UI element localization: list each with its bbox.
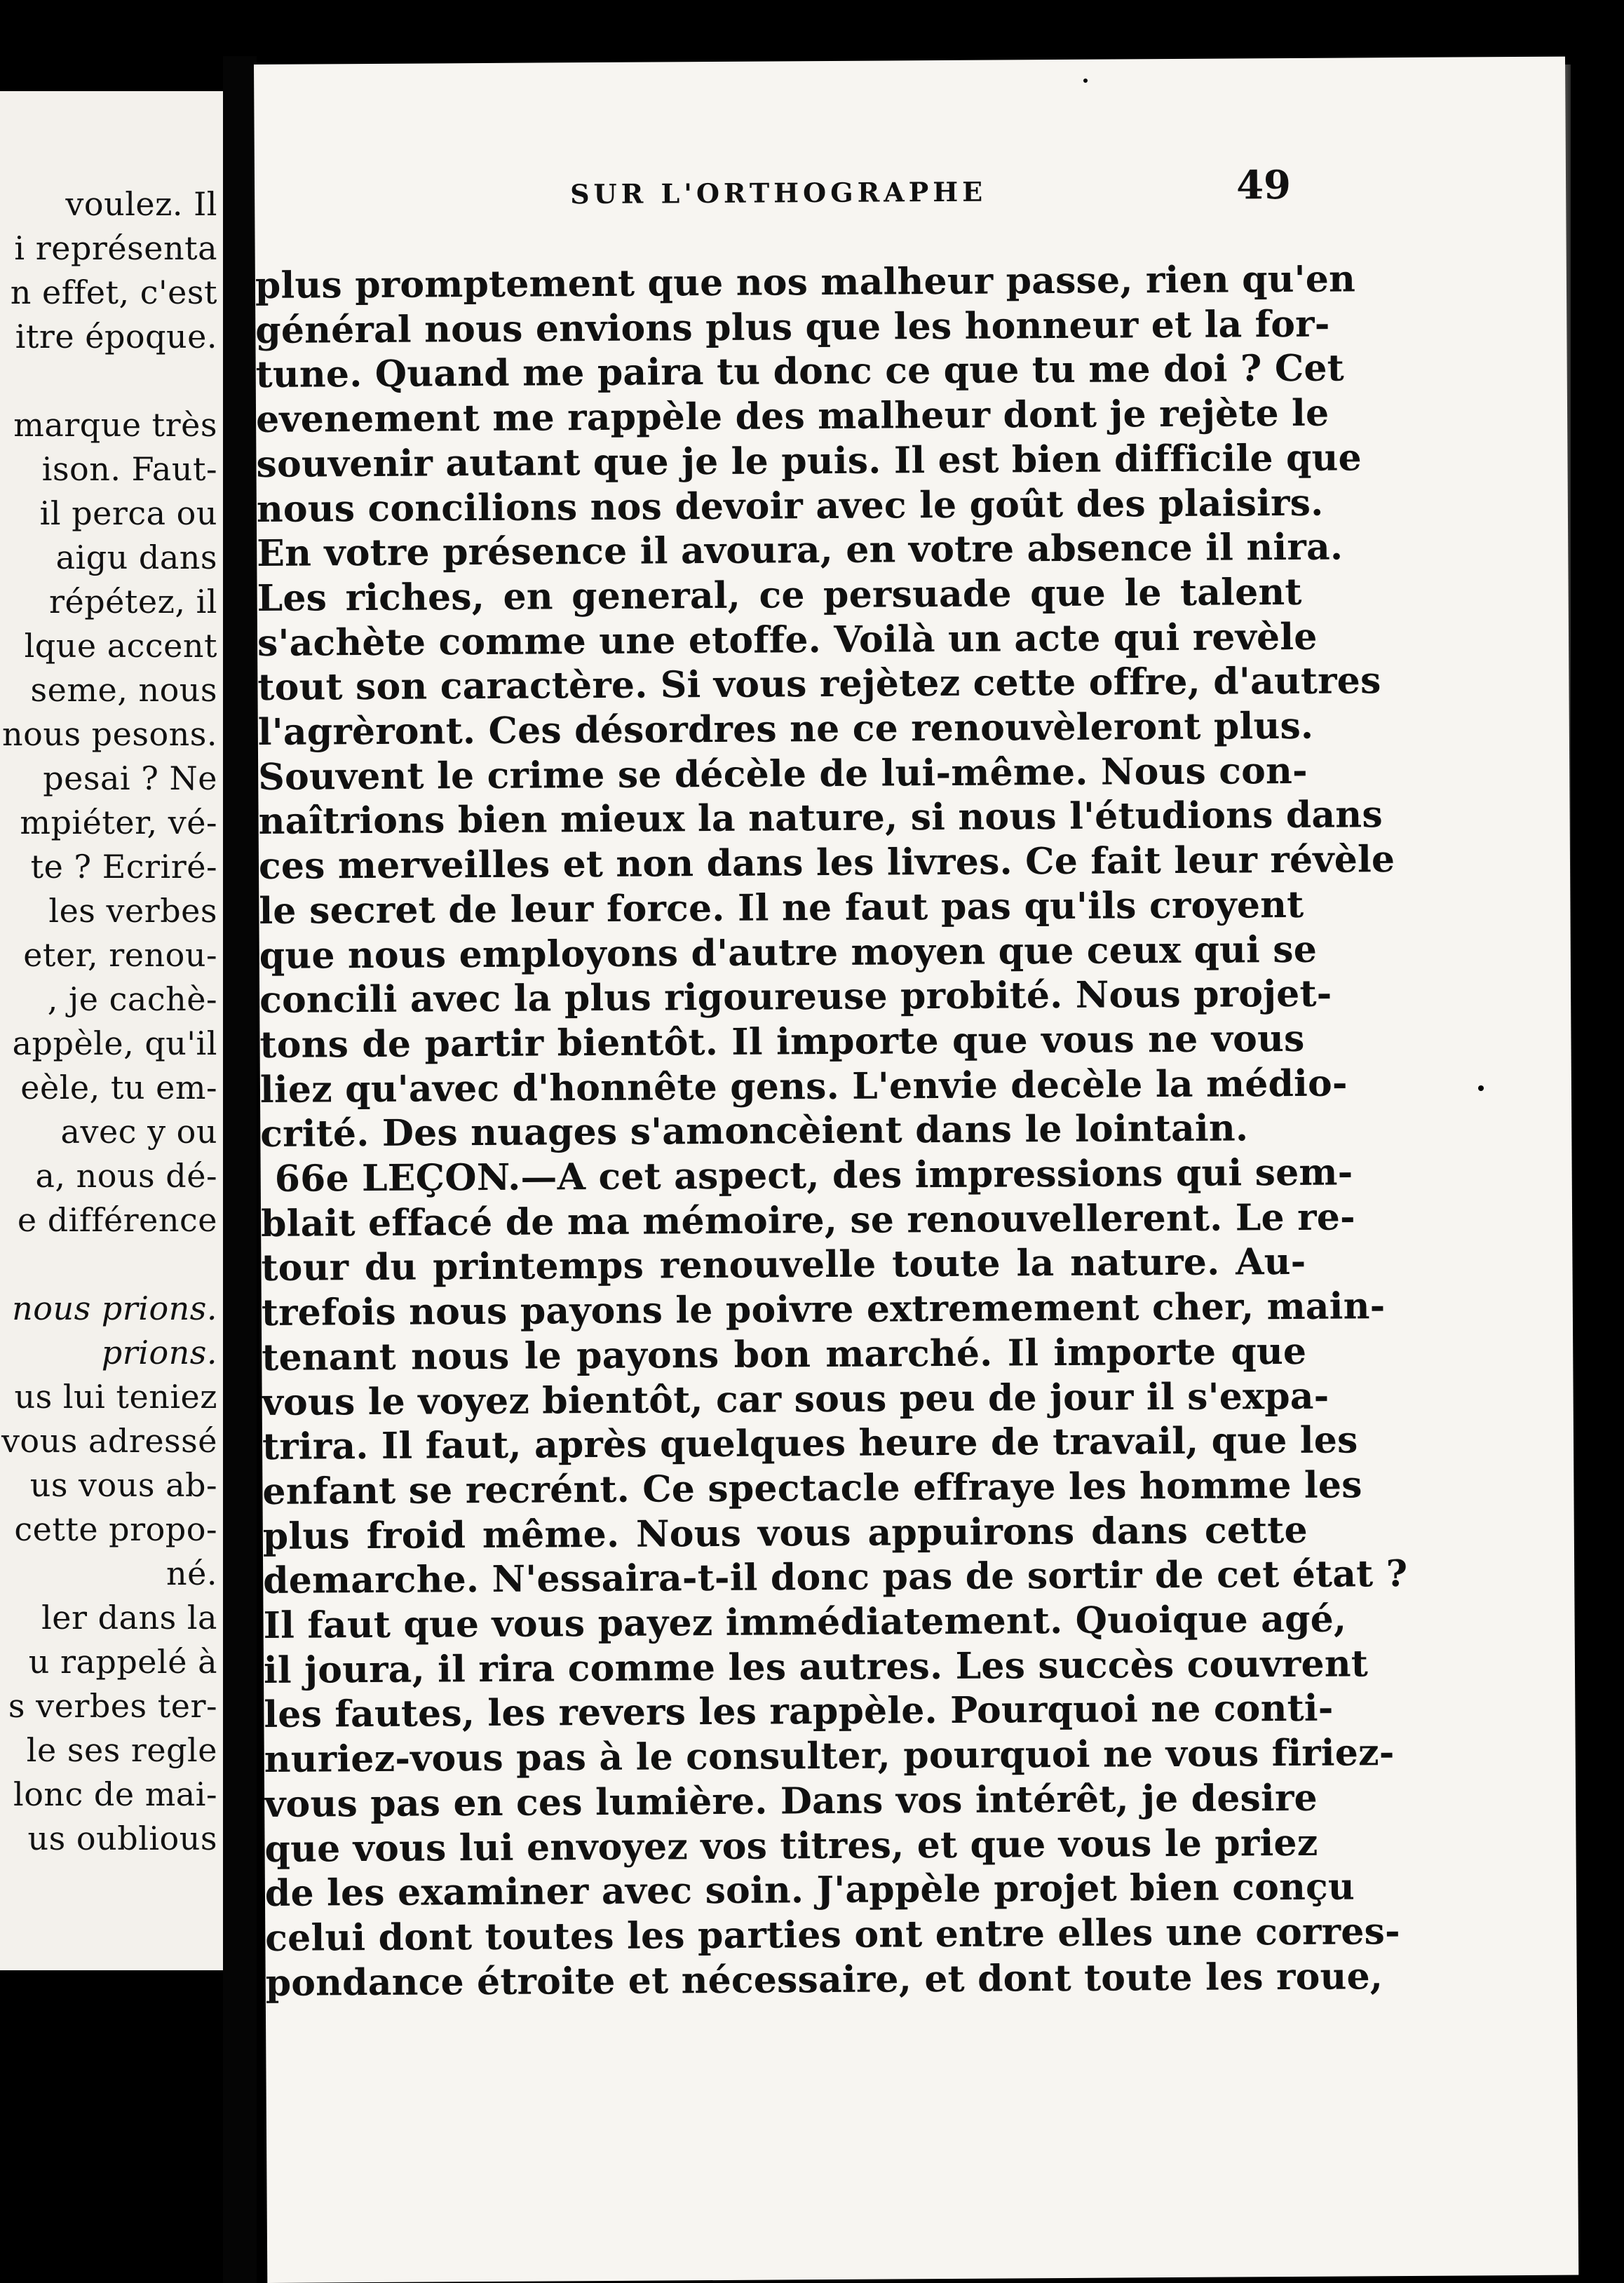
- left-page-line: i représenta: [14, 229, 217, 267]
- left-page-line: eter, renou-: [23, 936, 217, 974]
- body-line: les fautes, les revers les rappèle. Pourquoi ne conti-: [264, 1686, 1334, 1736]
- left-page-line: lque accent: [24, 627, 217, 665]
- body-line: Il faut que vous payez immédiatement. Quoique agé,: [263, 1597, 1347, 1647]
- body-line: général nous envions plus que les honneur et la for-: [255, 302, 1330, 352]
- body-line: souvenir autant que je le puis. Il est bien difficile que: [256, 436, 1362, 486]
- body-line: demarche. N'essaira-t-il donc pas de sortir de cet état ?: [263, 1552, 1408, 1602]
- body-line: naîtrions bien mieux la nature, si nous l'étudions dans: [258, 793, 1383, 843]
- page-number: 49: [1236, 161, 1292, 209]
- body-line: Les riches, en general, ce persuade que le talent: [257, 570, 1302, 620]
- body-line: ces merveilles et non dans les livres. Ce fait leur révèle: [258, 838, 1395, 888]
- left-page-line: nous prions.: [12, 1289, 217, 1327]
- body-text: [255, 257, 1408, 2005]
- left-page-line: aigu dans: [55, 538, 217, 576]
- left-page-line: pesai ? Ne: [43, 759, 217, 797]
- left-page-line: lonc de mai-: [13, 1775, 217, 1813]
- left-page-line: us vous ab-: [29, 1466, 217, 1504]
- right-page: [254, 57, 1578, 2283]
- left-page-line: us lui teniez: [14, 1378, 217, 1416]
- body-line: En votre présence il avoura, en votre absence il nira.: [257, 525, 1344, 575]
- body-line: crité. Des nuages s'amoncèient dans le lointain.: [260, 1106, 1249, 1156]
- body-line: nous concilions nos devoir avec le goût des plaisirs.: [256, 481, 1324, 531]
- body-line: l'agrèront. Ces désordres ne ce renouvèleront plus.: [257, 704, 1314, 754]
- left-page-line: cette propo-: [14, 1510, 217, 1548]
- left-page-line: né.: [166, 1554, 217, 1592]
- body-line: evenement me rappèle des malheur dont je rejète le: [255, 391, 1329, 441]
- body-line: tons de partir bientôt. Il importe que vous ne vous: [259, 1017, 1305, 1066]
- left-page-line: ler dans la: [41, 1599, 217, 1637]
- body-line: le secret de leur force. Il ne faut pas qu'ils croyent: [259, 883, 1304, 933]
- book-gutter: [223, 56, 257, 2283]
- lesson-heading-line: 66e LEÇON.—A cet aspect, des impressions qui sem-: [274, 1151, 1353, 1200]
- left-page-line: répétez, il: [49, 583, 217, 621]
- left-page-line: ison. Faut-: [41, 450, 217, 488]
- body-line: trira. Il faut, après quelques heure de travail, que les: [262, 1418, 1358, 1468]
- body-line: que vous lui envoyez vos titres, et que vous le priez: [264, 1821, 1318, 1871]
- left-page-line: us oublious: [27, 1820, 217, 1857]
- body-line: que nous employons d'autre moyen que ceux qui se: [259, 928, 1318, 977]
- body-line: liez qu'avec d'honnête gens. L'envie decèle la médio-: [259, 1062, 1348, 1111]
- left-page-line: avec y ou: [60, 1113, 217, 1151]
- left-page-line: eèle, tu em-: [20, 1069, 217, 1106]
- body-line: tout son caractère. Si vous rejètez cette offre, d'autres: [257, 659, 1381, 709]
- left-page-line: , je cachè-: [47, 980, 217, 1018]
- body-line: de les examiner avec soin. J'appèle projet bien conçu: [264, 1865, 1355, 1915]
- left-page-line: seme, nous: [30, 671, 217, 709]
- left-page-line: nous pesons.: [2, 715, 217, 753]
- body-line: vous le voyez bientôt, car sous peu de jour il s'expa-: [262, 1374, 1329, 1424]
- left-facing-page: [0, 91, 223, 1970]
- left-page-line: e différence: [17, 1201, 217, 1239]
- left-page-line: u rappelé à: [28, 1643, 217, 1681]
- body-line: tour du printemps renouvelle toute la nature. Au-: [261, 1240, 1306, 1289]
- left-page-line: mpiéter, vé-: [20, 804, 217, 841]
- body-line: enfant se recrént. Ce spectacle effraye les homme les: [262, 1463, 1362, 1513]
- body-line: blait effacé de ma mémoire, se renouvellerent. Le re-: [260, 1195, 1355, 1245]
- body-line: vous pas en ces lumière. Dans vos intérêt, je desire: [264, 1776, 1318, 1826]
- left-page-line: il perca ou: [39, 494, 217, 532]
- left-page-line: appèle, qu'il: [12, 1024, 217, 1062]
- left-page-line: itre époque.: [15, 318, 217, 355]
- left-page-line: voulez. Il: [65, 185, 217, 223]
- body-line: s'achète comme une etoffe. Voilà un acte qui revèle: [257, 615, 1318, 665]
- body-line: plus froid même. Nous vous appuirons dans cette: [262, 1508, 1308, 1558]
- left-page-line: le ses regle: [26, 1731, 217, 1769]
- left-page-line: les verbes: [48, 892, 217, 930]
- body-line: plus promptement que nos malheur passe, rien qu'en: [255, 257, 1356, 307]
- scan-speck: [1478, 1085, 1484, 1091]
- left-page-line: s verbes ter-: [8, 1687, 217, 1725]
- body-line: il joura, il rira comme les autres. Les succès couvrent: [263, 1642, 1369, 1692]
- left-page-line: vous adressé: [1, 1422, 217, 1460]
- body-line: tenant nous le payons bon marché. Il importe que: [262, 1329, 1307, 1379]
- left-page-line: marque très: [13, 406, 217, 444]
- scan-speck: [1083, 79, 1088, 83]
- body-line: nuriez-vous pas à le consulter, pourquoi ne vous firiez-: [264, 1731, 1395, 1781]
- body-line: pondance étroite et nécessaire, et dont toute les roue,: [265, 1955, 1383, 2005]
- body-line: trefois nous payons le poivre extremement cher, main-: [261, 1285, 1386, 1334]
- body-line: Souvent le crime se décèle de lui-même. Nous con-: [258, 749, 1308, 799]
- left-page-line: a, nous dé-: [35, 1157, 217, 1195]
- body-line: celui dont toutes les parties ont entre elles une corres-: [265, 1910, 1400, 1960]
- left-page-line: te ? Ecriré-: [30, 848, 217, 886]
- left-page-line: n effet, c'est: [10, 273, 217, 311]
- running-head: SUR L'ORTHOGRAPHE: [569, 175, 987, 210]
- left-page-line: prions.: [101, 1334, 217, 1371]
- body-line: tune. Quand me paira tu donc ce que tu me doi ? Cet: [255, 346, 1345, 396]
- body-line: concili avec la plus rigoureuse probité. Nous projet-: [259, 972, 1332, 1022]
